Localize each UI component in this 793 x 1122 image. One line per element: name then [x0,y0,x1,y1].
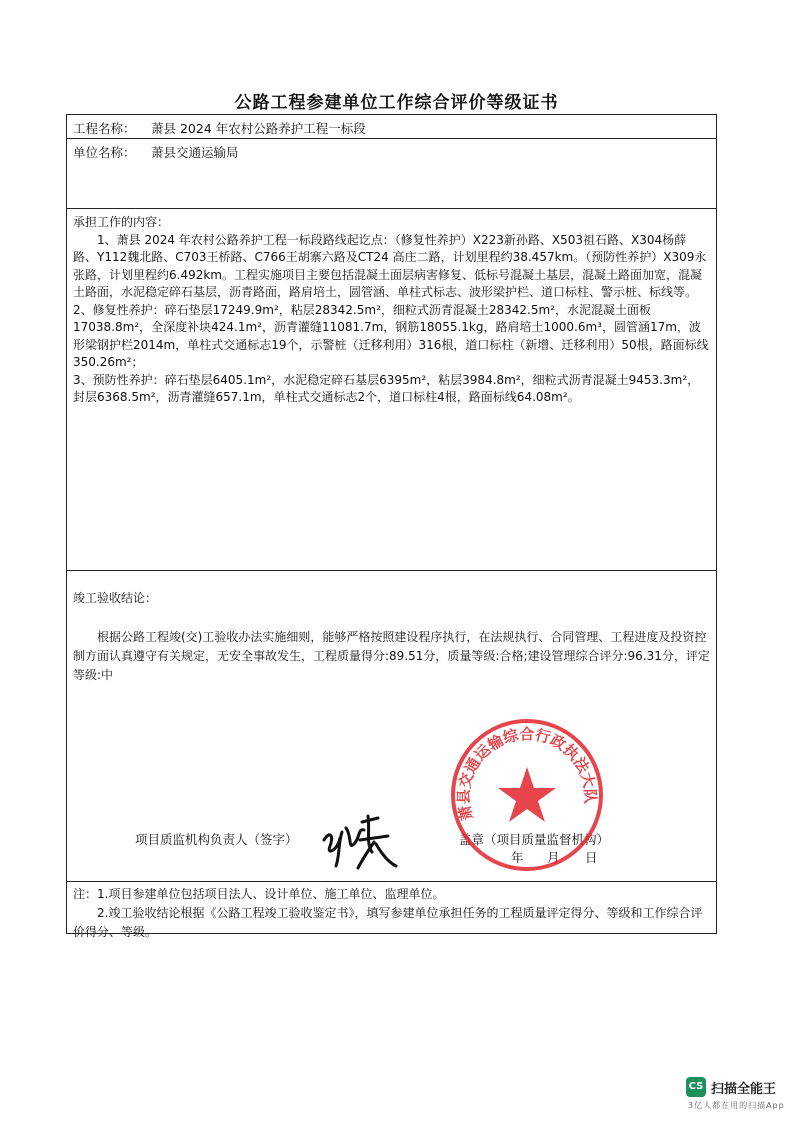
handwritten-signature [318,810,400,872]
project-name-row [67,115,716,139]
work-paragraph-1: 1、萧县 2024 年农村公路养护工程一标段路线起讫点：（修复性养护）X223新孙路、X503祖石路、X304杨薛路、Y112魏北路、C703王桥路、C766王胡寨六路及CT24 高庄二路，计划里程约38.457km。（预防性养护）X309永张路，计划里程约6.492km。工程实施项目主要包括混凝土面层病害修复、低标号混凝土基层，混凝土路面加宽，混凝土路面，水泥稳定碎石基层，沥青路面，路肩培土，圆管涵、单柱式标志、波形梁护栏、道口标柱、警示桩、标线等。 [73,232,707,299]
work-content-text [73,214,710,407]
note-2: 2.竣工验收结论根据《公路工程竣工验收鉴定书》，填写参建单位承担任务的工程质量评定得分、等级和工作综合评价得分、等级。 [73,906,703,939]
scanner-app-name: 扫描全能王 [711,1082,777,1097]
year-label: 年 [511,850,524,865]
seal-label: 盖章（项目质量监督机构） [459,832,610,847]
notes-text [73,885,710,942]
unit-name-row [67,139,716,209]
project-name-label: 工程名称： [73,121,136,136]
day-label: 日 [585,850,598,865]
unit-name-label: 单位名称： [73,145,136,160]
scanner-app-tagline: 3亿人都在用的扫描App [688,1101,785,1110]
work-paragraph-2: 2、修复性养护：碎石垫层17249.9m²，粘层28342.5m²，细粒式沥青混凝土28342.5m²，水泥混凝土面板17038.8m²，全深度补块424.1m²，沥青灌缝11081.7m，钢筋18055.1kg，路肩培土1000.6m³，圆管涵17m，波形梁钢护栏2014m，单柱式交通标志19个，示警桩（迁移利用）316根，道口标柱（新增、迁移利用）50根，路面标线350.26m²； [73,302,709,369]
note-1: 注：1.项目参建单位包括项目法人、设计单位、施工单位、监理单位。 [73,887,445,901]
month-label: 月 [547,850,560,865]
svg-text:萧县交通运输综合行政执法大队: 萧县交通运输综合行政执法大队 [454,725,600,823]
unit-name-value: 萧县交通运输局 [151,145,239,160]
signer-label: 项目质监机构负责人（签字） [135,832,298,847]
acceptance-conclusion: 根据公路工程竣(交)工验收办法实施细则，能够严格按照建设程序执行，在法规执行、合同管理、工程进度及投资控制方面认真遵守有关规定，无安全事故发生，工程质量得分:89.51分，质量等级:合格;建设管理综合评分:96.31分，评定等级:中 [73,630,710,682]
work-content-row [67,209,716,571]
project-name-value: 萧县 2024 年农村公路养护工程一标段 [151,121,366,136]
work-paragraph-3: 3、预防性养护：碎石垫层6405.1m²，水泥稳定碎石基层6395m²，粘层3984.8m²，细粒式沥青混凝土9453.3m²，封层6368.5m²，沥青灌缝657.1m，单柱式交通标志2个，道口标柱4根，路面标线64.08m²。 [73,372,700,404]
notes-row [67,881,716,939]
certificate-title: 公路工程参建单位工作综合评价等级证书 [234,93,559,113]
scanner-logo-icon: CS [686,1077,706,1097]
work-content-heading: 承担工作的内容： [73,215,170,229]
official-seal-stamp [447,715,610,875]
acceptance-heading: 竣工验收结论： [73,591,158,605]
